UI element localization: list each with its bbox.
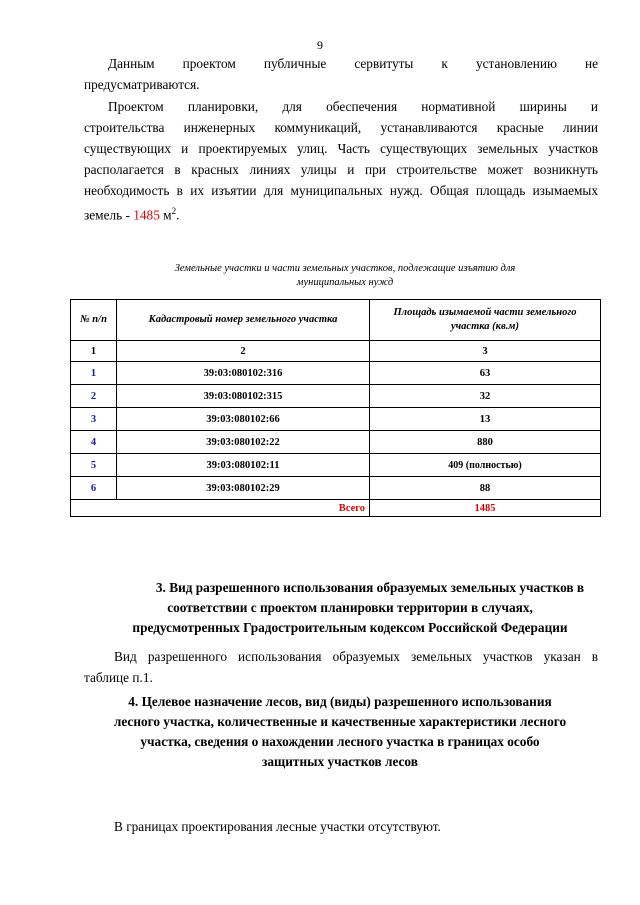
table-column-numbers-row: 1 2 3 [71,341,601,362]
table-row: 6 39:03:080102:29 88 [71,477,601,500]
table-header-row [71,300,601,341]
paragraph-red-lines-line5: необходимость в их изъятии для муниципальных нужд. Общая площадь изымаемых [84,183,598,198]
area-value: 1485 [133,207,160,223]
header-number: № п/п [71,300,117,341]
total-label: Всего [71,500,370,517]
paragraph-red-lines-line1: Проектом планировки, для обеспечения нормативной ширины и [108,99,599,114]
table-row: 4 39:03:080102:22 880 [71,431,601,454]
paragraph-red-lines-line4: располагается в красных линиях улицы и при строительстве может возникнуть [84,162,598,177]
table-total-row [71,500,601,517]
paragraph-red-lines-line2: строительства инженерных коммуникаций, устанавливаются красные линии [84,120,598,135]
section-4-heading: 4. Целевое назначение лесов, вид (виды) разрешенного использования лесного участка, количественные и качественные характеристики лесного участка, сведения о нахождении лесного участка в границах особо защитных участков лесов [113,694,567,769]
paragraph-red-lines-line6: земель - 1485 $м^2$. [84,206,180,223]
table-row: 5 39:03:080102:11 409 (полностью) [71,454,601,477]
header-area: Площадь изымаемой части земельного участка (кв.м) [370,300,601,341]
page-number: 9 [317,38,323,52]
table-caption: Земельные участки и части земельных участков, подлежащие изъятию для муниципальных нужд [174,263,516,288]
total-value: 1485 [370,500,601,517]
table-row: 2 39:03:080102:315 32 [71,385,601,408]
header-cadastral: Кадастровый номер земельного участка [117,300,370,341]
table-row: 3 39:03:080102:66 13 [71,408,601,431]
paragraph-easements-line2: предусматриваются. [84,77,200,92]
section-3-heading: 3. Вид разрешенного использования образуемых земельных участков в соответствии с проектом планировки территории в случаях, предусмотренных Градостроительным кодексом Российской Федерации [132,580,585,635]
land-plots-table [70,299,601,517]
paragraph-red-lines-line3: существующих и проектируемых улиц. Часть существующих земельных участков [84,141,598,156]
paragraph-easements-line1: Данным проектом публичные сервитуты к установлению не [108,56,599,71]
table-row: 1 39:03:080102:316 63 [71,362,601,385]
